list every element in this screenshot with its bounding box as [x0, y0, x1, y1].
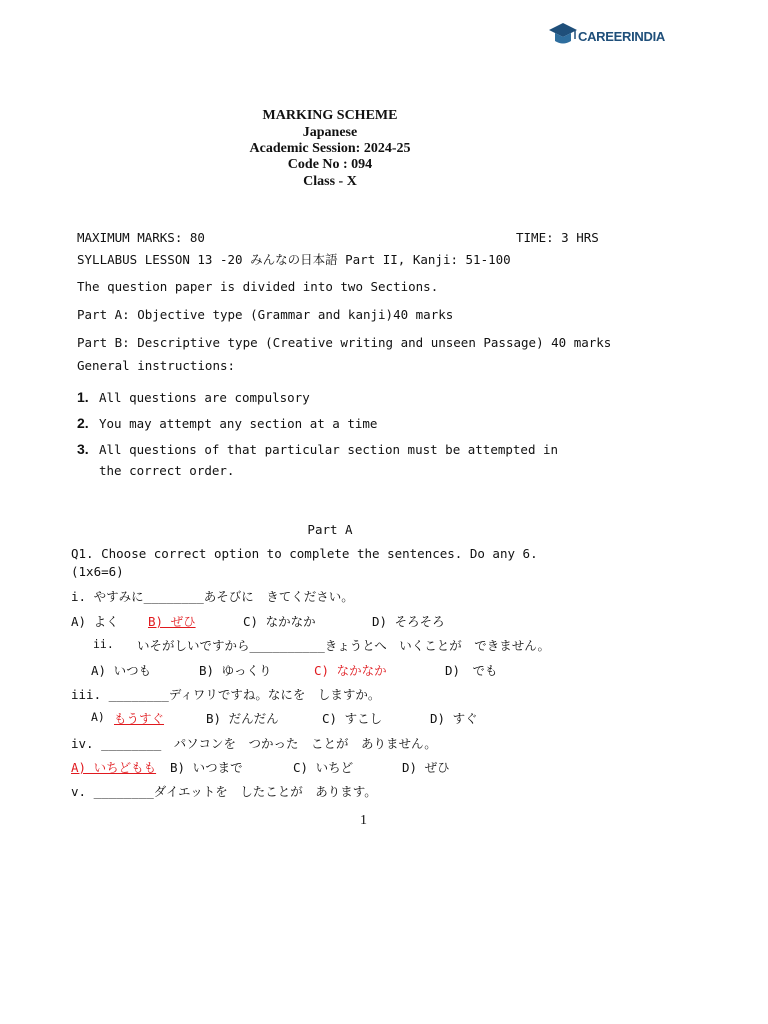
time: TIME: 3 HRS [516, 230, 599, 245]
option-c-correct: C) なかなか [314, 663, 387, 678]
instruction-item: 1. All questions are compulsory [77, 389, 310, 405]
option-a-correct: もうすぐ [114, 711, 165, 726]
doc-code: Code No : 094 [287, 157, 373, 172]
question-i: i. やすみに________あそびに きてください。 [71, 589, 354, 604]
option-d: D) ぜひ [402, 760, 450, 775]
part-a-heading: Part A [307, 522, 353, 537]
option-b: B) いつまで [170, 760, 243, 775]
option-c: C) すこし [322, 711, 383, 726]
option-a: A) いつも [91, 663, 152, 678]
syllabus: SYLLABUS LESSON 13 -20 みんなの日本語 Part II, Kanji: 51-100 [77, 252, 511, 267]
q1-prompt: Q1. Choose correct option to complete the sentences. Do any 6. [71, 546, 538, 561]
option-a-correct: A) いちどもも [71, 760, 157, 775]
option-b: B) だんだん [206, 711, 279, 726]
question-ii: いそがしいですから__________きょうとへ いくことが できません。 [137, 638, 551, 653]
careerindia-logo [548, 20, 665, 50]
question-iii: iii. ________ディワリですね。なにを しますか。 [71, 687, 381, 702]
instruction-item: 3. All questions of that particular section must be attempted in [77, 441, 559, 457]
divided-text: The question paper is divided into two Sections. [77, 279, 439, 294]
option-b-correct: B) ぜひ [148, 614, 196, 629]
page-number: 1 [360, 813, 367, 828]
option-d: D) すぐ [430, 711, 478, 726]
general-instructions: General instructions: [77, 358, 236, 373]
doc-session: Academic Session: 2024-25 [249, 141, 411, 156]
option-d: D) でも [445, 663, 498, 678]
question-ii-num: ii. [93, 637, 114, 651]
doc-subject: Japanese [302, 125, 358, 140]
option-a-label: A) [91, 710, 105, 724]
part-b-desc: Part B: Descriptive type (Creative writing and unseen Passage) 40 marks [77, 335, 612, 350]
max-marks: MAXIMUM MARKS: 80 [77, 230, 205, 245]
option-b: B) ゆっくり [199, 663, 272, 678]
option-a: A) よく [71, 614, 119, 629]
question-v: v. ________ダイエットを したことが あります。 [71, 784, 377, 799]
instruction-item-cont: the correct order. [99, 463, 235, 478]
q1-marks: (1x6=6) [71, 564, 124, 579]
logo-text: CAREERINDIA [578, 29, 665, 44]
option-c: C) いちど [293, 760, 354, 775]
doc-class: Class - X [303, 174, 357, 189]
instruction-item: 2. You may attempt any section at a time [77, 415, 378, 431]
question-iv: iv. ________ パソコンを つかった ことが ありません。 [71, 736, 437, 751]
option-c: C) なかなか [243, 614, 316, 629]
option-d: D) そろそろ [372, 614, 445, 629]
graduation-cap-icon [548, 20, 578, 50]
doc-title: MARKING SCHEME [262, 108, 398, 123]
part-a-desc: Part A: Objective type (Grammar and kanji)40 marks [77, 307, 454, 322]
